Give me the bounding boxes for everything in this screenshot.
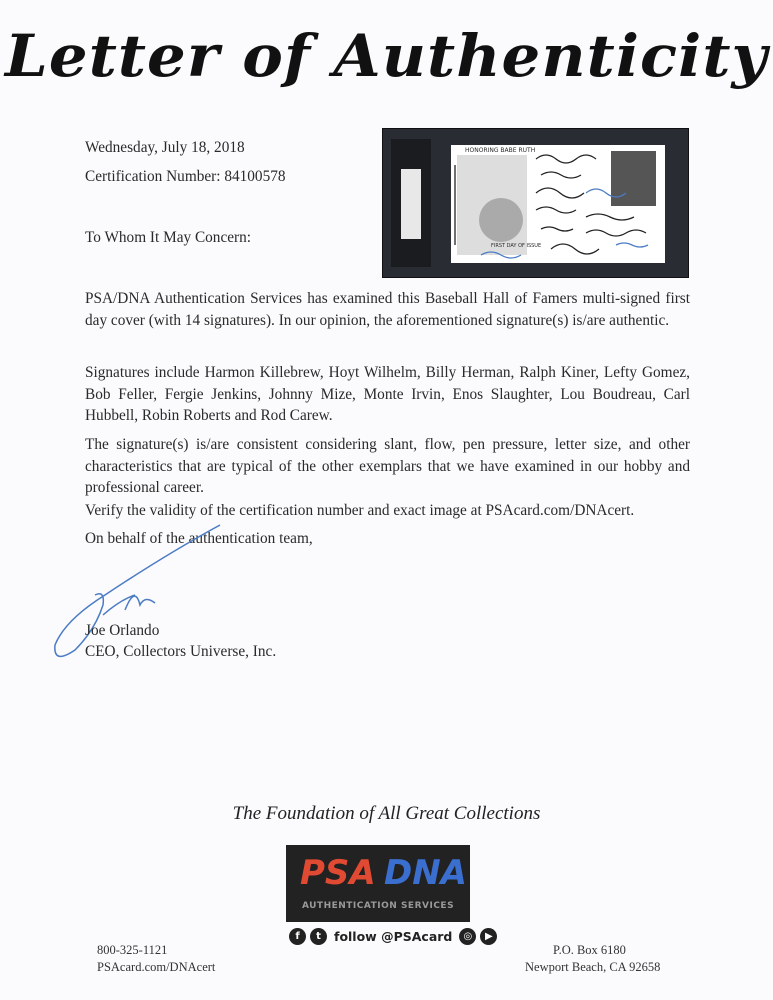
salutation: To Whom It May Concern: xyxy=(85,229,252,246)
cover-footer: FIRST DAY OF ISSUE xyxy=(491,243,542,249)
social-row xyxy=(289,926,497,946)
item-image-slab xyxy=(382,128,689,278)
address-line2: Newport Beach, CA 92658 xyxy=(525,960,661,974)
phone: 800-325-1121 xyxy=(97,943,168,957)
certification-number: Certification Number: 84100578 xyxy=(85,168,286,185)
logo-dna: DNA xyxy=(384,853,467,893)
paragraph-behalf: On behalf of the authentication team, xyxy=(85,530,313,547)
youtube-icon[interactable]: ▶ xyxy=(480,928,497,945)
logo-psa: PSA xyxy=(300,853,376,893)
slab-label xyxy=(391,139,431,267)
tagline: The Foundation of All Great Collections xyxy=(232,803,541,824)
facebook-icon[interactable]: f xyxy=(289,928,306,945)
address-line1: P.O. Box 6180 xyxy=(553,943,626,957)
paragraph-examination: PSA/DNA Authentication Services has examined this Baseball Hall of Famers multi-signed first day cover (with 14 signatures). In our opinion, the aforementioned signature(s) is/are authentic. xyxy=(85,290,690,329)
follow-handle[interactable]: follow @PSAcard xyxy=(334,928,453,944)
paragraph-verify: Verify the validity of the certification number and exact image at PSAcard.com/DNAcert. xyxy=(85,502,635,519)
logo-subtitle: AUTHENTICATION SERVICES xyxy=(301,901,455,911)
first-day-cover xyxy=(451,145,665,263)
psa-dna-logo xyxy=(286,845,470,922)
instagram-icon[interactable]: ◎ xyxy=(459,928,476,945)
signer-name: Joe Orlando xyxy=(85,622,160,639)
date: Wednesday, July 18, 2018 xyxy=(85,139,245,156)
cover-header: HONORING BABE RUTH xyxy=(465,147,536,154)
paragraph-signatures: Signatures include Harmon Killebrew, Hoyt Wilhelm, Billy Herman, Ralph Kiner, Lefty Gomez, Bob Feller, Fergie Jenkins, Johnny Mize, Monte Irvin, Enos Slaughter, Lou Boudreau, Carl Hubbell, Robin Roberts and Rod Carew. xyxy=(85,364,690,424)
letter-title: Letter of Authenticity xyxy=(5,22,768,90)
paragraph-characteristics: The signature(s) is/are consistent considering slant, flow, pen pressure, letter size, and other characteristics that are typical of the other exemplars that we have examined in our hobby and professional career. xyxy=(85,436,690,496)
website[interactable]: PSAcard.com/DNAcert xyxy=(97,960,216,974)
twitter-icon[interactable]: t xyxy=(310,928,327,945)
signer-title: CEO, Collectors Universe, Inc. xyxy=(85,643,277,660)
